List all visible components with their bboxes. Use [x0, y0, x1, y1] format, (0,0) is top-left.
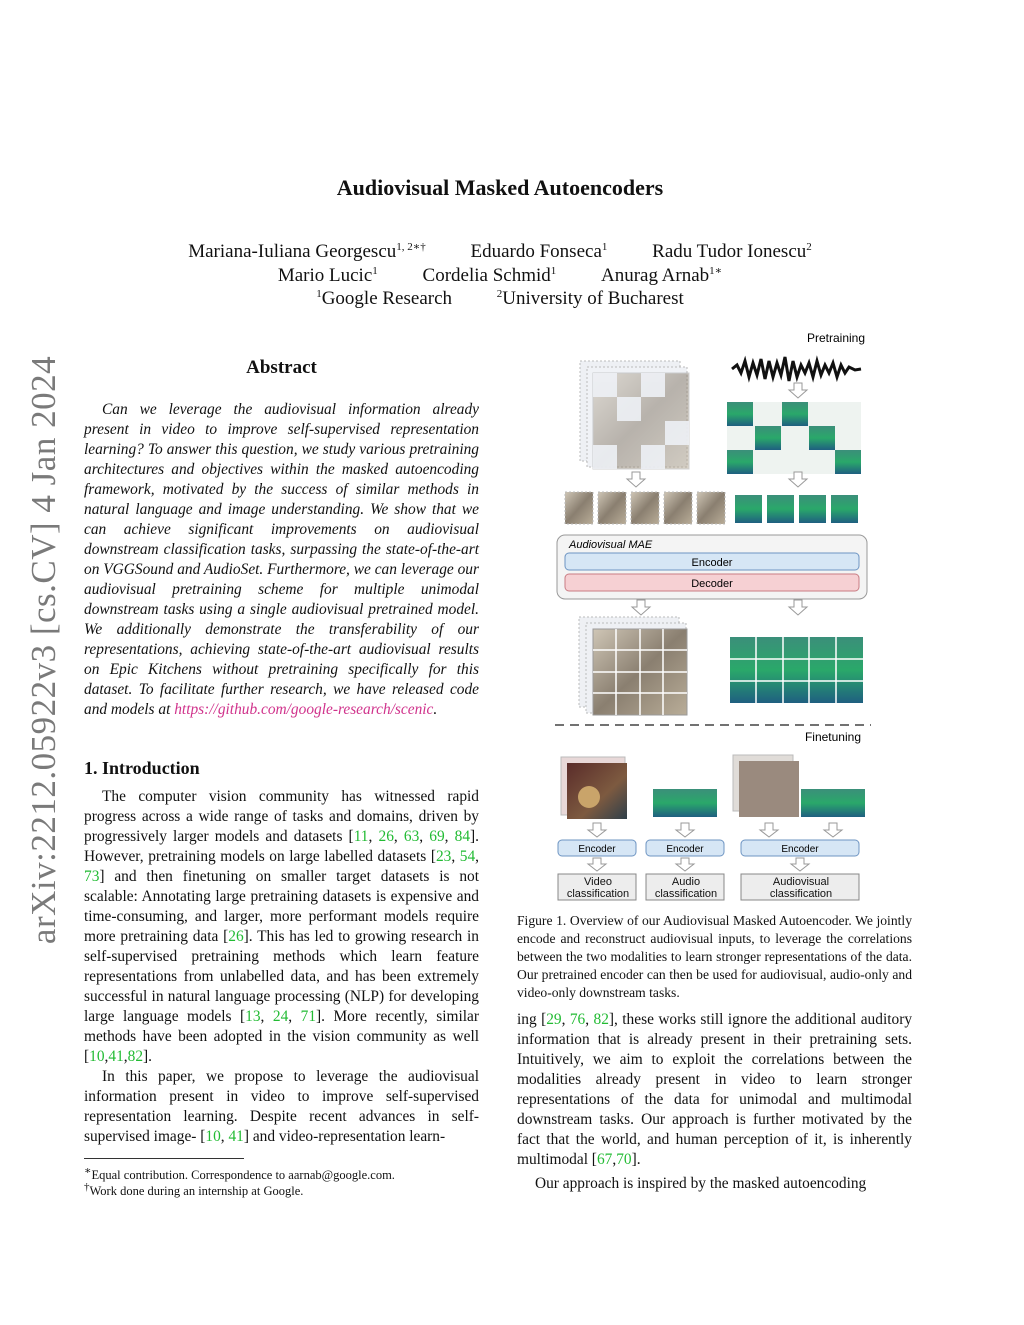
- down-arrow-icon: [789, 383, 807, 398]
- text-run: ,: [561, 1011, 570, 1028]
- finetune-audiovisual-input: [733, 755, 865, 817]
- down-arrow-icon: [789, 472, 807, 487]
- affiliation: $^2$University of Bucharest: [496, 288, 684, 310]
- input-spectrogram-grid: [727, 402, 861, 474]
- visible-spectrogram-patches: [735, 495, 858, 523]
- citation-link[interactable]: 84: [454, 828, 471, 845]
- author: Cordelia Schmid$^1$: [422, 265, 557, 287]
- text-run: ]. This has led to growing research in self-supervised pretraining methods which learn feature representations from unlabelled data, and has been extremely successful in natural language processing (NLP) for developing large language models [: [84, 928, 479, 1025]
- text-run: ] and then finetuning on smaller target datasets is not scalable: Annotating large pretraining datasets is expensive and time-consuming, and larger, more performant models require more pretraining data [: [84, 868, 479, 945]
- citation-link[interactable]: 41: [228, 1128, 244, 1145]
- text-run: ].: [143, 1048, 153, 1065]
- authors-line-2: [0, 264, 1000, 287]
- author: Eduardo Fonseca$^1$: [470, 241, 608, 263]
- abstract-heading: Abstract: [246, 357, 317, 378]
- footnote-1: ∗Equal contribution. Correspondence to aarnab@google.com.: [84, 1165, 395, 1183]
- finetuning-label: Finetuning: [804, 730, 861, 744]
- abstract-text: Can we leverage the audiovisual information already present in video to improve self-supervised representation learning? To answer this question, we study various pretraining architectures and objectives within the masked autoencoding framework, motivated by the success of similar methods in natural language and image understanding. We show that we can achieve significant improvements on audiovisual downstream classification tasks, surpassing the state-of-the-art on VGGSound and AudioSet. Furthermore, we can leverage our audiovisual pretraining scheme for multiple unimodal downstream tasks using a single audiovisual pretrained model. We additionally demonstrate the transferability of our representations, achieving state-of-the-art audiovisual results on Epic Kitchens without pretraining specifically for this dataset. To facilitate further research, we have released code and models at https://github.com/google-research/scenic.: [84, 401, 479, 718]
- citation-link[interactable]: 11: [353, 828, 369, 845]
- citation-link[interactable]: 82: [127, 1048, 144, 1065]
- finetune-video-input: [561, 757, 627, 819]
- text-run: ] and video-representation learn-: [243, 1128, 446, 1145]
- text-run: ,: [288, 1008, 301, 1025]
- audiovisual-encoder-label: Encoder: [781, 844, 819, 855]
- decoder-label: Decoder: [691, 578, 733, 590]
- audio-encoder-label: Encoder: [666, 844, 704, 855]
- intro-paragraph-1: [84, 787, 479, 1067]
- video-encoder-label: Encoder: [578, 844, 616, 855]
- text-run: ,: [393, 828, 404, 845]
- intro-text: [84, 787, 479, 1147]
- head-label-video: Video classification: [566, 876, 630, 900]
- arxiv-id: arXiv:2212.05922v3 [cs.CV] 4 Jan 2024: [24, 355, 63, 945]
- text-run: ing [: [517, 1011, 547, 1028]
- citation-link[interactable]: 13: [245, 1008, 261, 1025]
- mae-label: Audiovisual MAE: [569, 539, 653, 551]
- audiovisual-mae-box: [557, 535, 867, 599]
- text-run: In this paper, we propose to leverage the audiovisual information present in video to improve self-supervised representation learning. Despite recent advances in self-supervised image- [: [84, 1068, 479, 1145]
- text-run: ,: [451, 848, 460, 865]
- down-arrow-icon: [824, 823, 842, 837]
- footnote-2: †Work done during an internship at Google.: [84, 1181, 304, 1199]
- visible-image-patches: [565, 492, 725, 524]
- authors-line-1: [0, 240, 1000, 263]
- text-run: ]. However, pretraining models on large labelled datasets [: [84, 828, 479, 865]
- affiliations: [0, 288, 1000, 310]
- right-paragraph-1: [517, 1010, 912, 1170]
- text-run: ,: [444, 828, 455, 845]
- paper-title: Audiovisual Masked Autoencoders: [336, 175, 664, 200]
- text-run: ,: [585, 1011, 594, 1028]
- text-run: ,: [260, 1008, 273, 1025]
- reconstructed-spectrogram: [730, 637, 863, 703]
- text-run: ], these works still ignore the additional auditory information that is already present in their pretraining sets. Intuitively, we aim to exploit the correlations between the modalities already present in video to learn stronger representations of the data for unimodal and multimodal downstream tasks. Our approach is further motivated by the fact that the world, and human perception of it, is inherently multimodal [: [517, 1011, 913, 1168]
- citation-link[interactable]: 82: [593, 1011, 609, 1028]
- citation-link[interactable]: 70: [616, 1151, 632, 1168]
- intro-paragraph-2: [84, 1067, 479, 1147]
- citation-link[interactable]: 26: [228, 928, 244, 945]
- author: Anurag Arnab$^{1∗}$: [601, 265, 723, 287]
- down-arrow-icon: [791, 858, 809, 871]
- pretraining-label: Pretraining: [806, 331, 865, 345]
- citation-link[interactable]: 41: [108, 1048, 124, 1065]
- citation-link[interactable]: 26: [378, 828, 394, 845]
- text-run: The computer vision community has witnessed rapid progress across a wide range of tasks and domains, driven by progressively larger models and datasets [: [84, 788, 479, 845]
- text-run: ].: [631, 1151, 641, 1168]
- down-arrow-icon: [676, 858, 694, 871]
- reconstructed-image: [579, 617, 687, 715]
- code-link[interactable]: https://github.com/google-research/scenic: [174, 701, 434, 718]
- down-arrow-icon: [627, 472, 645, 487]
- text-run: ]. More recently, similar methods have been adopted in the vision community as well [: [84, 1008, 479, 1065]
- text-run: ,: [220, 1128, 229, 1145]
- citation-link[interactable]: 23: [435, 848, 452, 865]
- citation-link[interactable]: 71: [300, 1008, 317, 1025]
- citation-link[interactable]: 29: [546, 1011, 562, 1028]
- citation-link[interactable]: 54: [459, 848, 476, 865]
- text-run: ,: [368, 828, 379, 845]
- head-label-audiovisual: Audiovisual classification: [769, 876, 833, 900]
- head-label-audio: Audio classification: [654, 876, 718, 900]
- text-run: ,: [612, 1151, 617, 1168]
- text-run: ,: [104, 1048, 109, 1065]
- affiliation: $^1$Google Research: [316, 288, 453, 310]
- encoder-label: Encoder: [691, 557, 733, 569]
- citation-link[interactable]: 67: [596, 1151, 613, 1168]
- figure-diagram: [545, 327, 875, 907]
- citation-link[interactable]: 63: [403, 828, 420, 845]
- audio-waveform: [732, 357, 861, 381]
- down-arrow-icon: [588, 823, 606, 837]
- footnote-rule: [84, 1158, 244, 1159]
- figure-caption: Figure 1. Overview of our Audiovisual Masked Autoencoder. We jointly encode and reconstruct audiovisual inputs, to leverage the correlations between the two modalities to learn stronger representations of the data. Our pretrained encoder can then be used for audiovisual, audio-only and video-only downstream tasks.: [517, 913, 912, 1000]
- citation-link[interactable]: 10: [205, 1128, 221, 1145]
- author: Mariana-Iuliana Georgescu$^{1, 2∗\dagger}$: [188, 241, 426, 263]
- citation-link[interactable]: 76: [569, 1011, 586, 1028]
- text-run: ,: [419, 828, 430, 845]
- citation-link[interactable]: 10: [89, 1048, 105, 1065]
- text-run: ,: [475, 848, 479, 865]
- figure-1: [545, 327, 875, 907]
- finetune-audio-input: [653, 789, 717, 817]
- citation-link[interactable]: 69: [429, 828, 445, 845]
- arxiv-sidebar: [14, 355, 74, 945]
- down-arrow-icon: [632, 600, 650, 615]
- down-arrow-icon: [588, 858, 606, 871]
- down-arrow-icon: [789, 600, 807, 615]
- right-column-text: [517, 1010, 912, 1194]
- down-arrow-icon: [676, 823, 694, 837]
- author: Mario Lucic$^1$: [277, 265, 378, 287]
- right-paragraph-2: Our approach is inspired by the masked autoencoding: [535, 1175, 867, 1192]
- citation-link[interactable]: 24: [272, 1008, 289, 1025]
- text-run: ,: [123, 1048, 128, 1065]
- down-arrow-icon: [760, 823, 778, 837]
- input-image-frames: [580, 361, 689, 469]
- author: Radu Tudor Ionescu$^2$: [652, 241, 812, 263]
- citation-link[interactable]: 73: [84, 868, 100, 885]
- intro-heading: 1. Introduction: [84, 758, 200, 778]
